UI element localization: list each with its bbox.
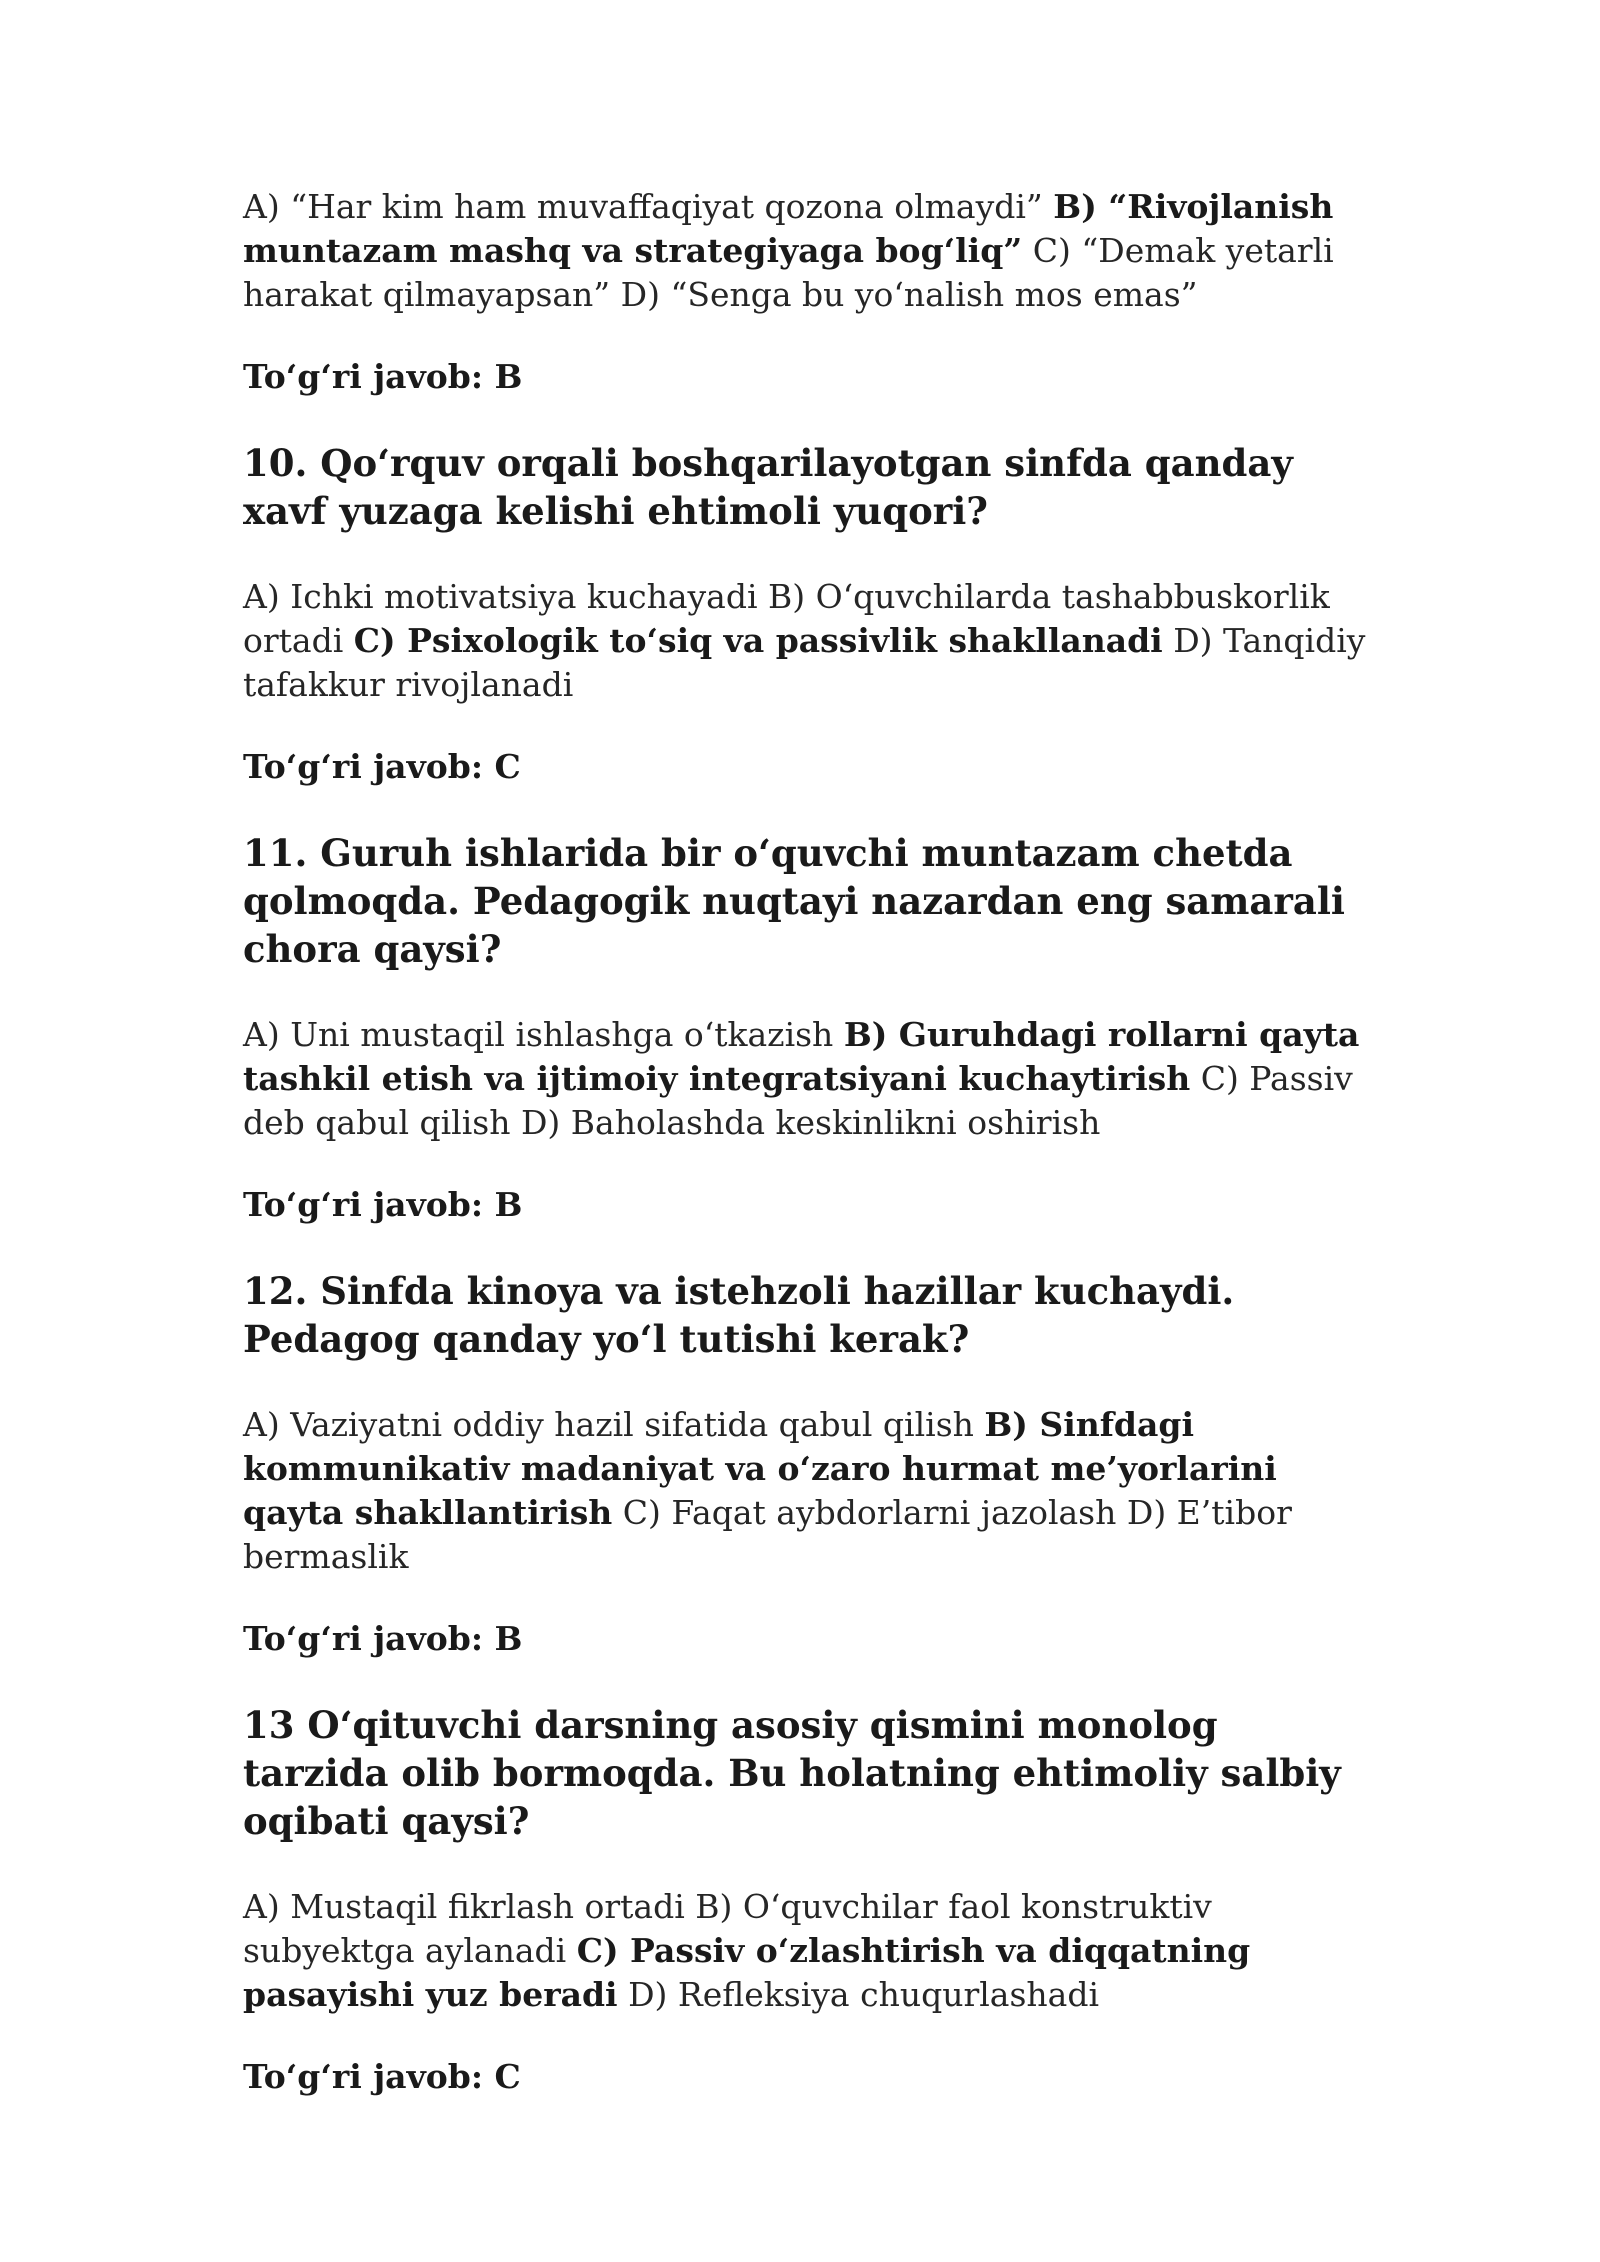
- option-text: C) “Demak yetarli harakat qilmayapsan” D) “Senga bu yo‘nalish mos emas”: [243, 231, 1334, 314]
- correct-option: B) Guruhdagi rollarni qayta tashkil etish va ijtimoiy integratsiyani kuchaytirish: [243, 1015, 1360, 1098]
- question-text: 12. Sinfda kinoya va istehzoli hazillar kuchaydi. Pedagog qanday yo‘l tutishi kerak?: [243, 1269, 1235, 1361]
- correct-option: C) Passiv o‘zlashtirish va diqqatning pasayishi yuz beradi: [243, 1931, 1251, 2014]
- correct-answer: To‘g‘ri javob: B: [243, 357, 523, 396]
- document-page: [243, 185, 1373, 2099]
- question-block: [243, 439, 1373, 789]
- question-block: [243, 1267, 1373, 1661]
- option-text: A) “Har kim ham muvaffaqiyat qozona olmaydi”: [243, 187, 1054, 226]
- correct-answer: To‘g‘ri javob: C: [243, 747, 521, 786]
- option-text: C) Faqat aybdorlarni jazolash D) E’tibor bermaslik: [243, 1493, 1292, 1576]
- answer-options: [243, 1403, 1373, 1579]
- correct-option: B) Sinfdagi kommunikativ madaniyat va o‘zaro hurmat me’yorlarini qayta shakllantirish: [243, 1405, 1277, 1532]
- option-text: A) Vaziyatni oddiy hazil sifatida qabul qilish: [243, 1405, 985, 1444]
- question-text: 13 O‘qituvchi darsning asosiy qismini monolog tarzida olib bormoqda. Bu holatning ehtimoliy salbiy oqibati qaysi?: [243, 1703, 1341, 1843]
- answer-options: [243, 185, 1373, 317]
- answer-options: [243, 1013, 1373, 1145]
- answer-options: [243, 1885, 1373, 2017]
- option-text: A) Uni mustaqil ishlashga o‘tkazish: [243, 1015, 844, 1054]
- option-text: A) Mustaqil fikrlash ortadi B) O‘quvchilar faol konstruktiv subyektga aylanadi: [243, 1887, 1212, 1970]
- correct-option: C) Psixologik to‘siq va passivlik shakllanadi: [353, 621, 1163, 660]
- answer-options: [243, 575, 1373, 707]
- question-text: 10. Qo‘rquv orqali boshqarilayotgan sinfda qanday xavf yuzaga kelishi ehtimoli yuqori?: [243, 441, 1293, 533]
- correct-option: B) “Rivojlanish muntazam mashq va strategiyaga bog‘liq”: [243, 187, 1334, 270]
- question-text: 11. Guruh ishlarida bir o‘quvchi muntazam chetda qolmoqda. Pedagogik nuqtayi nazardan eng samarali chora qaysi?: [243, 831, 1345, 971]
- option-text: C) Passiv deb qabul qilish D) Baholashda keskinlikni oshirish: [243, 1059, 1353, 1142]
- option-text: A) Ichki motivatsiya kuchayadi B) O‘quvchilarda tashabbuskorlik ortadi: [243, 577, 1330, 660]
- question-block: [243, 1701, 1373, 2099]
- question-block: [243, 185, 1373, 399]
- correct-answer: To‘g‘ri javob: B: [243, 1619, 523, 1658]
- question-block: [243, 829, 1373, 1227]
- option-text: D) Refleksiya chuqurlashadi: [617, 1975, 1100, 2014]
- option-text: D) Tanqidiy tafakkur rivojlanadi: [243, 621, 1366, 704]
- correct-answer: To‘g‘ri javob: C: [243, 2057, 521, 2096]
- correct-answer: To‘g‘ri javob: B: [243, 1185, 523, 1224]
